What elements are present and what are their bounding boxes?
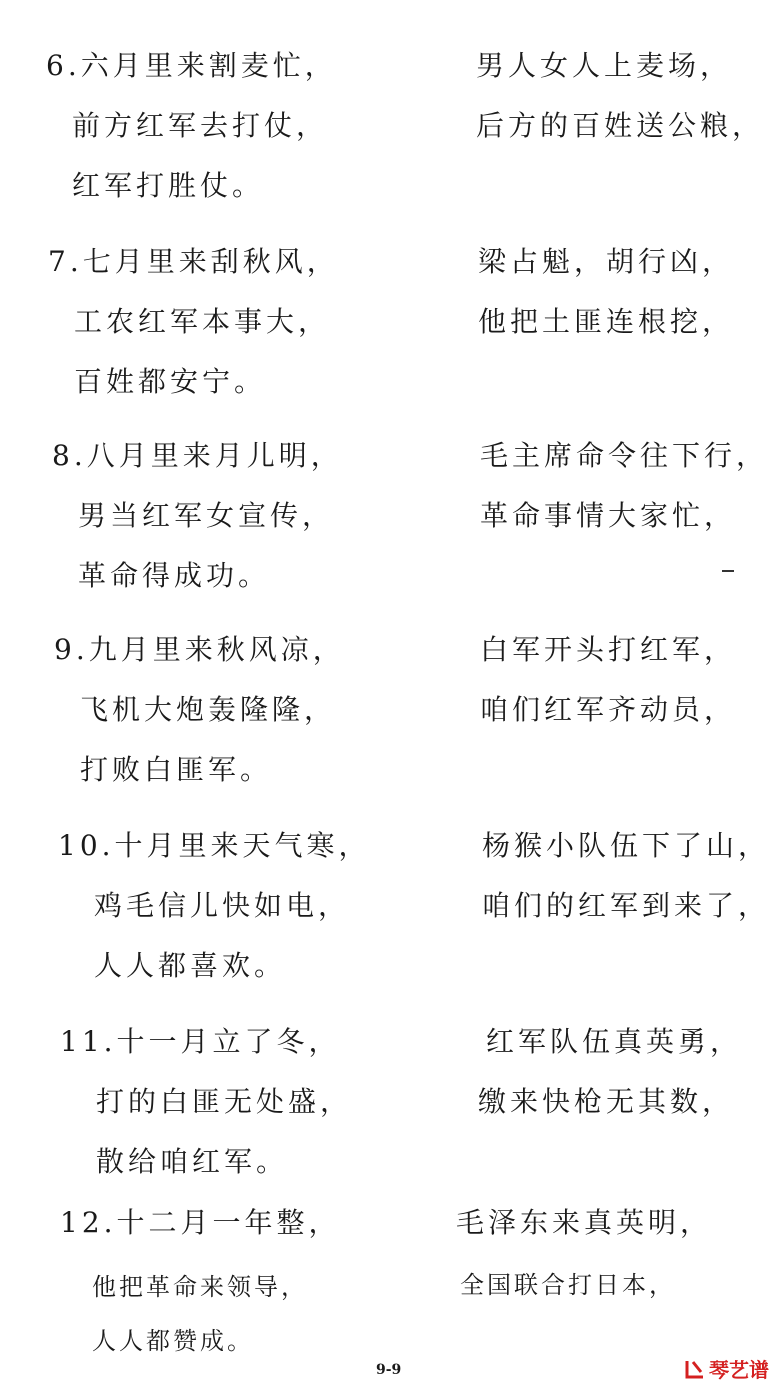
stanza-10-right-line-2: 咱们的红军到来了， <box>482 889 771 922</box>
stanza-11 <box>0 1024 773 1214</box>
stanza-7-right-line-2: 他把土匪连根挖， <box>478 305 735 338</box>
stanza-9-right-line-1: 白军开头打红军， <box>480 633 737 666</box>
stanza-11-left-line-1: 11.十一月立了冬， <box>60 1025 341 1058</box>
page-number: 9-9 <box>376 1362 402 1378</box>
stanza-12-right-line-1: 毛泽东来真英明， <box>456 1206 713 1239</box>
stanza-12-left-line-2: 他把革命来领导， <box>92 1273 308 1301</box>
watermark-text: 琴艺谱 <box>709 1358 769 1382</box>
stanza-11-left-line-2: 打的白匪无处盛， <box>96 1085 353 1118</box>
stanza-12-left-line-1: 12.十二月一年整， <box>60 1206 341 1239</box>
stanza-8-left-line-2: 男当红军女宣传， <box>78 499 335 532</box>
stanza-7-left-line-2: 工农红军本事大， <box>74 305 331 338</box>
stanza-11-right-line-1: 红军队伍真英勇， <box>486 1025 743 1058</box>
stanza-9-left-line-1: 9.九月里来秋风凉， <box>54 633 345 666</box>
stanza-6-left-line-1: 6.六月里来割麦忙， <box>46 49 337 82</box>
stanza-10-right-line-1: 杨猴小队伍下了山， <box>482 829 771 862</box>
stanza-6-left-line-3: 红军打胜仗。 <box>72 169 265 202</box>
stanza-9 <box>0 632 773 822</box>
stanza-10-left-line-2: 鸡毛信儿快如电， <box>94 889 351 922</box>
stanza-6-right-line-2: 后方的百姓送公粮， <box>476 109 765 142</box>
watermark <box>684 1354 769 1383</box>
stanza-7-right-line-1: 梁占魁，胡行凶， <box>478 245 735 278</box>
stanza-11-right-line-2: 缴来快枪无其数， <box>478 1085 735 1118</box>
stanza-6-right-line-1: 男人女人上麦场， <box>476 49 733 82</box>
qinyipu-logo-icon <box>684 1358 706 1380</box>
stanza-6 <box>0 48 773 238</box>
stanza-9-left-line-2: 飞机大炮轰隆隆， <box>80 693 337 726</box>
stanza-8-left-line-1: 8.八月里来月儿明， <box>52 439 343 472</box>
stanza-8 <box>0 438 773 628</box>
stanza-8-right-line-2: 革命事情大家忙， <box>480 499 737 532</box>
stanza-7 <box>0 244 773 434</box>
stanza-11-left-line-3: 散给咱红军。 <box>96 1145 289 1178</box>
stanza-7-left-line-1: 7.七月里来刮秋风， <box>48 245 339 278</box>
stanza-9-left-line-3: 打败白匪军。 <box>80 753 273 786</box>
stanza-7-left-line-3: 百姓都安宁。 <box>74 365 267 398</box>
stanza-9-right-line-2: 咱们红军齐动员， <box>480 693 737 726</box>
stanza-6-left-line-2: 前方红军去打仗， <box>72 109 329 142</box>
stanza-12-left-line-3: 人人都赞成。 <box>92 1327 254 1355</box>
margin-dash-mark <box>722 570 734 572</box>
stanza-10-left-line-3: 人人都喜欢。 <box>94 949 287 982</box>
stanza-10 <box>0 828 773 1018</box>
stanza-12-right-line-2: 全国联合打日本， <box>460 1271 676 1299</box>
stanza-10-left-line-1: 10.十月里来天气寒， <box>58 829 371 862</box>
stanza-8-left-line-3: 革命得成功。 <box>78 559 271 592</box>
stanza-8-right-line-1: 毛主席命令往下行， <box>480 439 769 472</box>
